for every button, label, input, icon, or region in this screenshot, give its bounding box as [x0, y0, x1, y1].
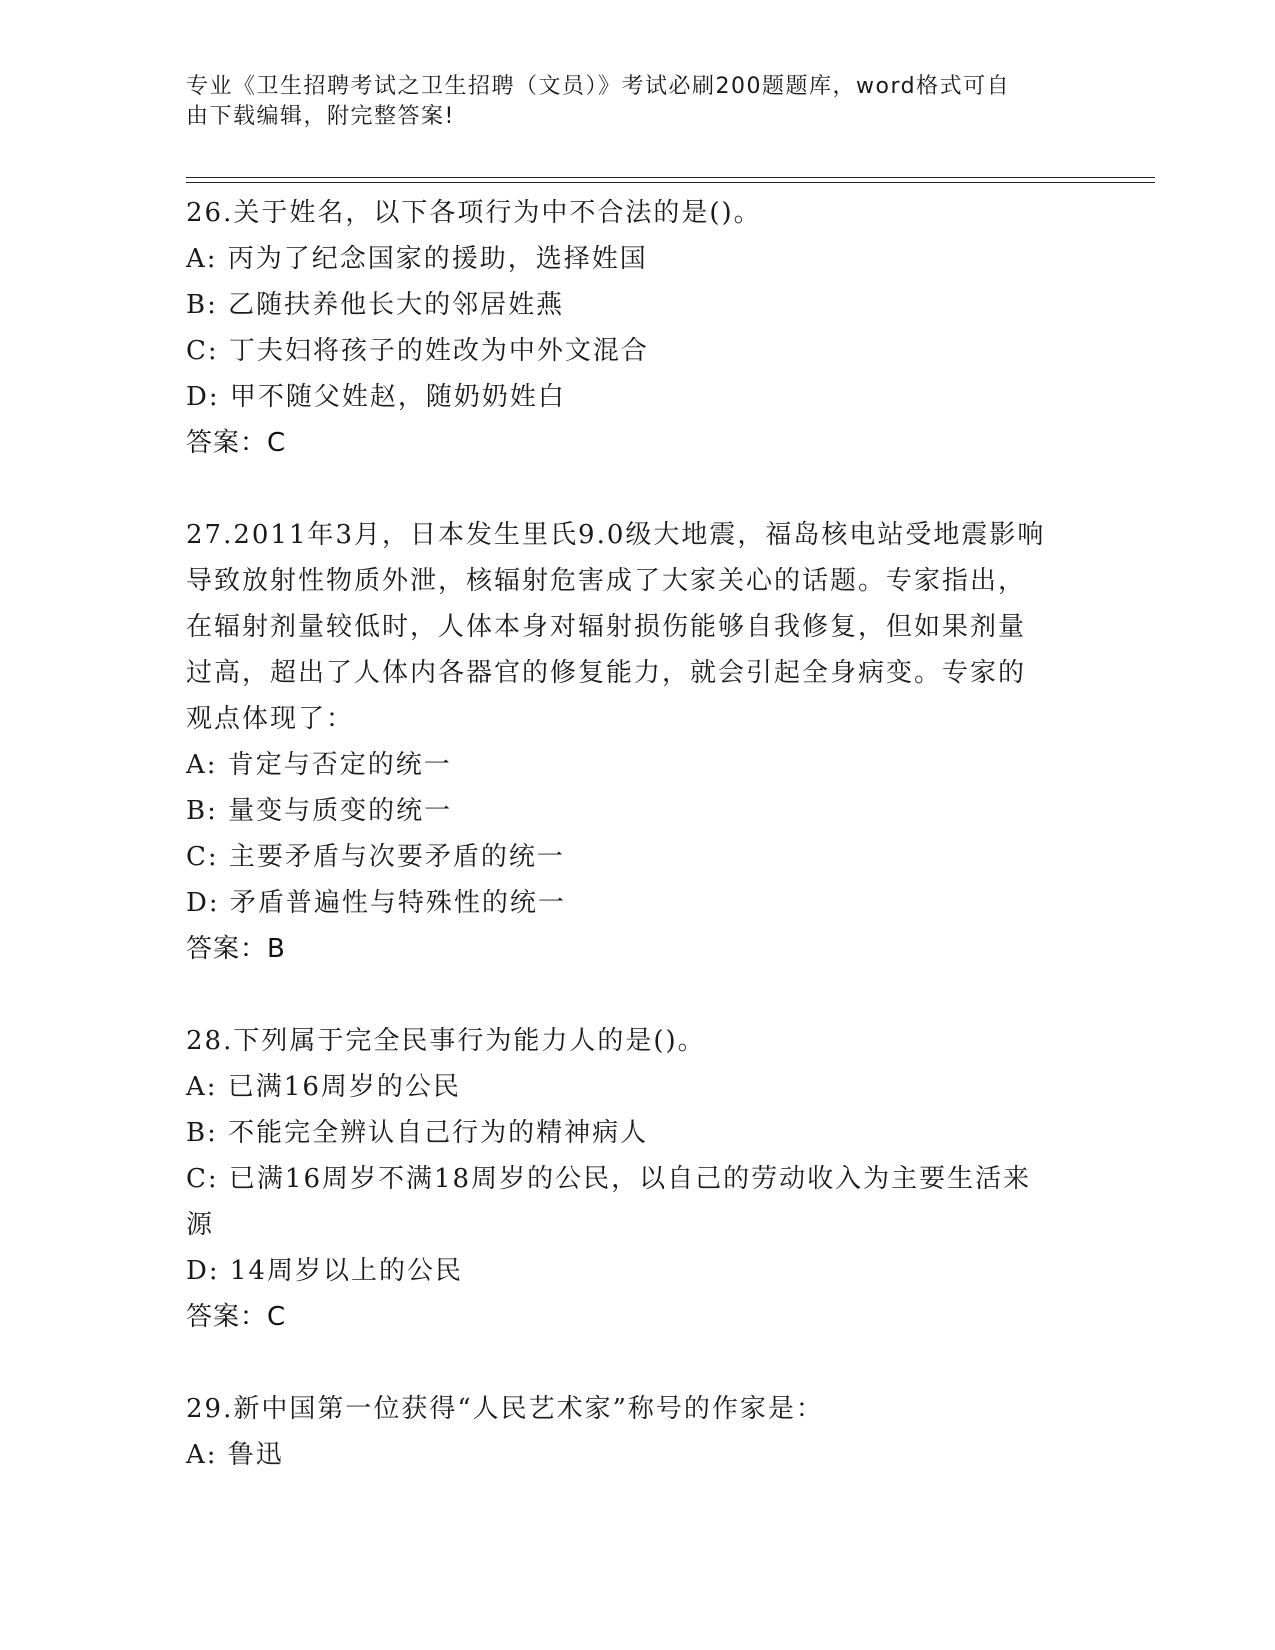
document-header — [186, 72, 1066, 132]
option-c: C: 丁夫妇将孩子的姓改为中外文混合 — [186, 336, 649, 366]
question-spacer — [186, 1340, 1086, 1386]
question-spacer — [186, 466, 1086, 512]
question-stem: 28.下列属于完全民事行为能力人的是()。 — [186, 1026, 706, 1056]
question-28 — [186, 1018, 1086, 1340]
option-a: A: 丙为了纪念国家的援助，选择姓国 — [186, 244, 648, 274]
option-b: B: 不能完全辨认自己行为的精神病人 — [186, 1118, 649, 1148]
question-list — [186, 190, 1086, 1478]
question-spacer — [186, 972, 1086, 1018]
header-line-1: 专业《卫生招聘考试之卫生招聘（文员）》考试必刷200题题库，word格式可自 — [186, 74, 1011, 99]
question-29 — [186, 1386, 1086, 1478]
option-a: A: 鲁迅 — [186, 1440, 284, 1470]
option-b: B: 量变与质变的统一 — [186, 796, 453, 826]
option-d: D: 甲不随父姓赵，随奶奶姓白 — [186, 382, 566, 412]
option-c: C: 已满16周岁不满18周岁的公民，以自己的劳动收入为主要生活来 — [186, 1164, 1032, 1194]
option-d: D: 矛盾普遍性与特殊性的统一 — [186, 888, 566, 918]
question-stem: 26.关于姓名，以下各项行为中不合法的是()。 — [186, 198, 762, 228]
header-divider-bottom — [186, 182, 1155, 183]
question-stem: 在辐射剂量较低时，人体本身对辐射损伤能够自我修复，但如果剂量 — [186, 612, 1027, 642]
question-stem: 导致放射性物质外泄，核辐射危害成了大家关心的话题。专家指出， — [186, 566, 1027, 596]
option-c-continued: 源 — [186, 1210, 215, 1240]
answer-label: 答案：B — [186, 934, 286, 964]
answer-label: 答案：C — [186, 1302, 287, 1332]
option-b: B: 乙随扶养他长大的邻居姓燕 — [186, 290, 565, 320]
header-divider-top — [186, 177, 1155, 178]
question-stem: 27.2011年3月，日本发生里氏9.0级大地震，福岛核电站受地震影响 — [186, 520, 1046, 550]
header-line-2: 由下载编辑，附完整答案! — [186, 104, 455, 129]
option-d: D: 14周岁以上的公民 — [186, 1256, 463, 1286]
option-c: C: 主要矛盾与次要矛盾的统一 — [186, 842, 565, 872]
question-26 — [186, 190, 1086, 466]
question-stem: 过高，超出了人体内各器官的修复能力，就会引起全身病变。专家的 — [186, 658, 1027, 688]
option-a: A: 肯定与否定的统一 — [186, 750, 452, 780]
question-stem: 29.新中国第一位获得“人民艺术家”称号的作家是： — [186, 1394, 824, 1424]
option-a: A: 已满16周岁的公民 — [186, 1072, 461, 1102]
question-27 — [186, 512, 1086, 972]
answer-label: 答案：C — [186, 428, 287, 458]
question-stem: 观点体现了： — [186, 704, 355, 734]
